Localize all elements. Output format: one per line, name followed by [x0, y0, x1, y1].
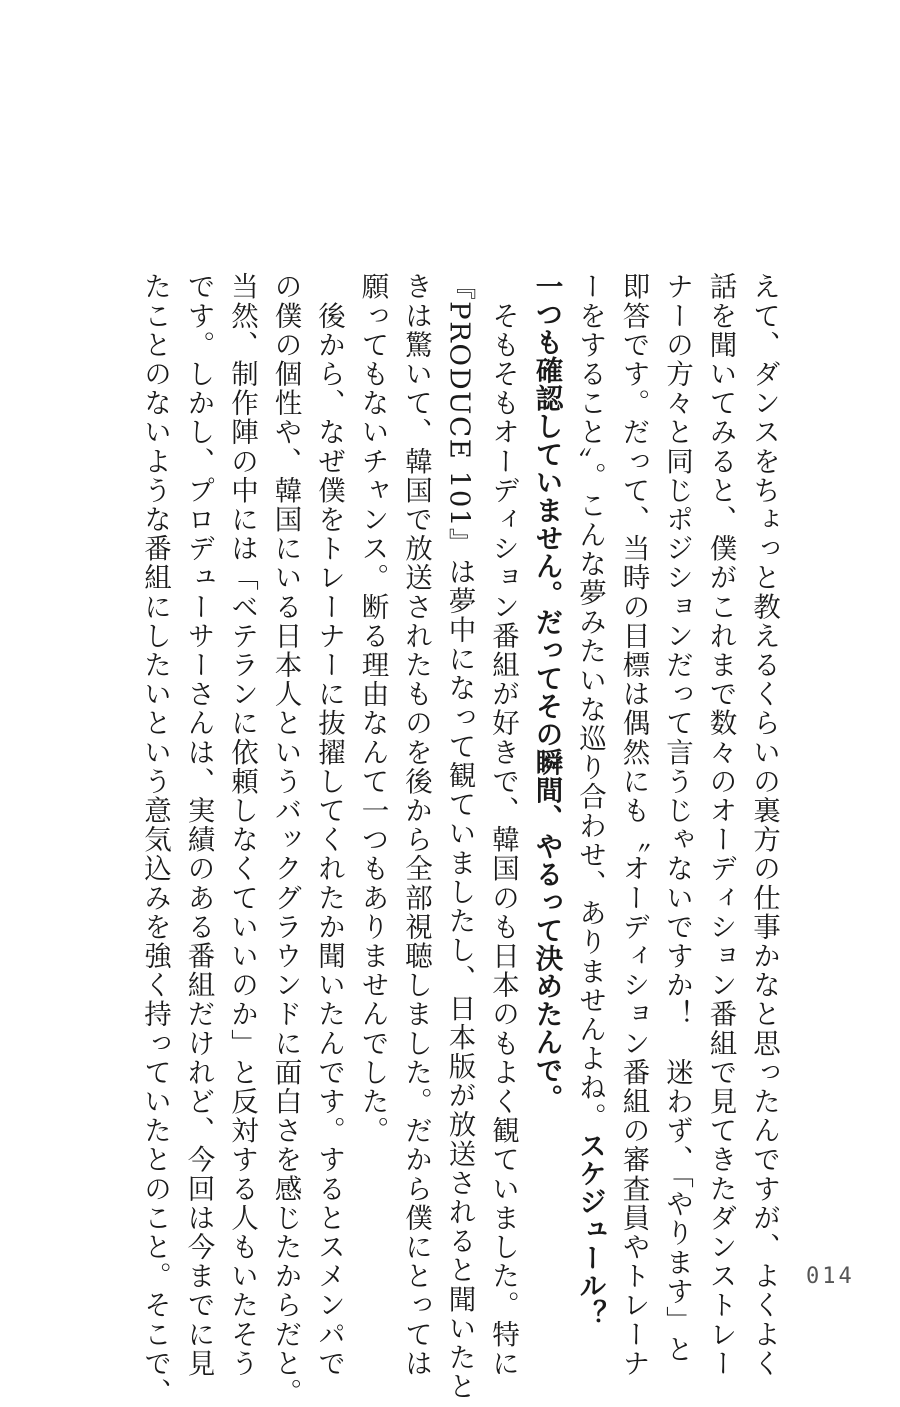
text-segment: の僕の個性や、韓国にいる日本人というバックグラウンドに面白さを感じたからだと。 [269, 272, 302, 1407]
text-segment: 話を聞いてみると、僕がこれまで数々のオーディション番組で見てきたダンストレー [704, 272, 737, 1378]
text-segment: たことのないような番組にしたいという意気込みを強く持っていたとのこと。そこで、 [139, 272, 171, 1407]
text-line [742, 272, 786, 1378]
text-line [394, 272, 438, 1378]
bold-text-segment: スケジュール？ [574, 1131, 606, 1328]
text-segment: 当然、制作陣の中には「ベテランに依頼しなくていいのか」と反対する人もいたそう [226, 272, 258, 1378]
text-segment: 願ってもないチャンス。断る理由なんて一つもありませんでした。 [356, 272, 389, 1145]
page-number: 014 [806, 1264, 855, 1289]
text-segment: 後から、なぜ僕をトレーナーに抜擢してくれたか聞いたんです。するとスメンパで [313, 272, 345, 1378]
text-segment: ーをすること〟。こんな夢みたいな巡り合わせ、ありませんよね。 [574, 272, 606, 1132]
text-segment: 即答です。だって、当時の目標は偶然にも〝オーディション番組の審査員やトレーナ [617, 272, 650, 1378]
text-segment: えて、ダンスをちょっと教えるくらいの裏方の仕事かなと思ったんですが、よくよく [748, 272, 780, 1378]
text-line [307, 272, 351, 1378]
text-line [176, 272, 220, 1378]
text-line [611, 272, 655, 1378]
bold-text-segment: 一つも確認していません。だってその瞬間、やるって決めたんで。 [530, 272, 563, 1112]
text-segment: きは驚いて、韓国で放送されたものを後から全部視聴しました。だから僕にとっては [400, 272, 432, 1378]
text-segment: です。しかし、プロデューサーさんは、実績のある番組だけれど、今回は今までに見 [182, 272, 215, 1378]
text-segment: そもそもオーディション番組が好きで、韓国のも日本のもよく観ていました。特に [487, 272, 519, 1378]
text-line [568, 272, 612, 1328]
body-text [133, 272, 786, 1407]
text-line [220, 272, 264, 1378]
text-line [133, 272, 177, 1407]
text-line [350, 272, 394, 1222]
text-line [263, 272, 307, 1407]
text-line [481, 272, 525, 1378]
text-line [437, 272, 481, 1402]
text-line [524, 272, 568, 1222]
text-segment: ナーの方々と同じポジションだって言うじゃないですか！ 迷わず、「やります」と [661, 272, 693, 1365]
text-line [698, 272, 742, 1378]
text-line [655, 272, 699, 1365]
text-segment: 『PRODUCE 101』は夢中になって観ていましたし、日本版が放送されると聞いたと [443, 272, 476, 1402]
